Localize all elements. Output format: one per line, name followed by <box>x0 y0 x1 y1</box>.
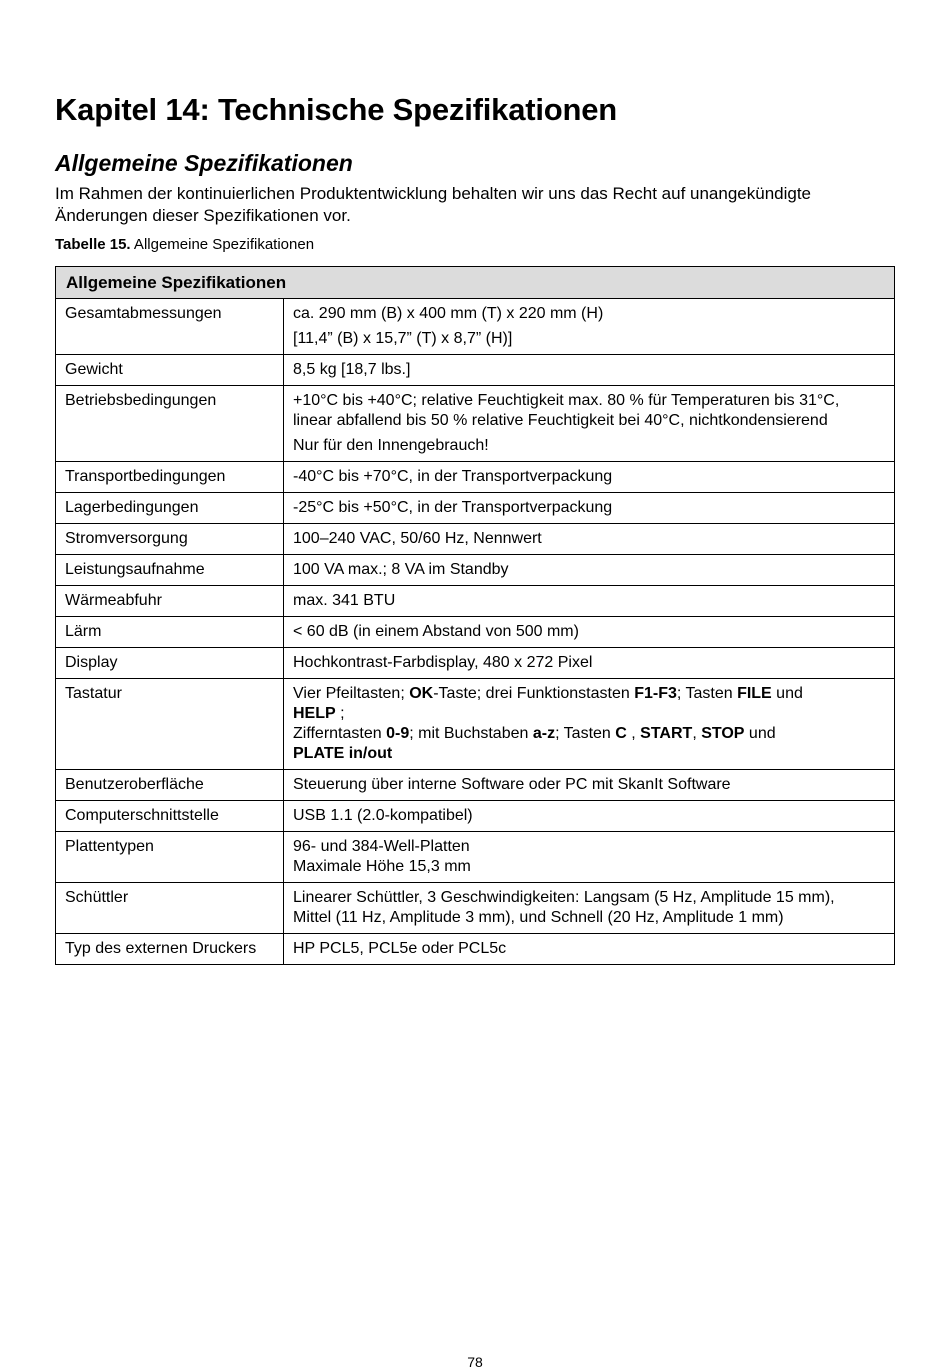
spec-value-line: 8,5 kg [18,7 lbs.] <box>293 361 411 378</box>
spec-label: Gesamtabmessungen <box>56 299 284 355</box>
chapter-title: Kapitel 14: Technische Spezifikationen <box>55 92 618 127</box>
table-row <box>56 679 895 770</box>
spec-value <box>284 386 895 462</box>
spec-value-line: Hochkontrast-Farbdisplay, 480 x 272 Pixel <box>293 654 593 671</box>
text-run: , <box>626 725 641 742</box>
intro-line: Änderungen dieser Spezifikationen vor. <box>55 206 351 225</box>
spec-label: Gewicht <box>56 355 284 386</box>
spec-value <box>284 934 895 965</box>
key-name: OK <box>409 685 434 702</box>
spec-label: Leistungsaufnahme <box>56 555 284 586</box>
table-header: Allgemeine Spezifikationen <box>56 267 895 299</box>
table-row <box>56 934 895 965</box>
spec-value <box>284 648 895 679</box>
spec-value-line <box>293 744 884 764</box>
spec-value-line: USB 1.1 (2.0-kompatibel) <box>293 807 473 824</box>
spec-value-line: +10°C bis +40°C; relative Feuchtigkeit max. 80 % für Temperaturen bis 31°C, <box>293 392 840 409</box>
table-row <box>56 883 895 934</box>
table-row <box>56 586 895 617</box>
table-row <box>56 524 895 555</box>
spec-label: Betriebsbedingungen <box>56 386 284 462</box>
spec-value-line: Nur für den Innengebrauch! <box>293 437 489 454</box>
key-name: HELP <box>293 705 336 722</box>
spec-value <box>284 462 895 493</box>
text-run: ; Tasten <box>555 725 616 742</box>
spec-label: Benutzeroberfläche <box>56 770 284 801</box>
spec-label: Lärm <box>56 617 284 648</box>
section-title: Allgemeine Spezifikationen <box>55 150 353 176</box>
spec-value <box>284 617 895 648</box>
key-name: a-z <box>532 725 556 742</box>
table-row <box>56 617 895 648</box>
table-row <box>56 355 895 386</box>
spec-value <box>284 586 895 617</box>
spec-value-line: linear abfallend bis 50 % relative Feuchtigkeit bei 40°C, nichtkondensierend <box>293 412 828 429</box>
spec-value-line: Steuerung über interne Software oder PC mit SkanIt Software <box>293 776 731 793</box>
text-run: , <box>692 725 702 742</box>
table-row <box>56 386 895 462</box>
spec-label: Lagerbedingungen <box>56 493 284 524</box>
spec-value-line: Maximale Höhe 15,3 mm <box>293 858 471 875</box>
table-row <box>56 648 895 679</box>
spec-value-line <box>293 704 884 724</box>
key-name: FILE <box>737 685 772 702</box>
table-row <box>56 493 895 524</box>
spec-label: Stromversorgung <box>56 524 284 555</box>
spec-label: Plattentypen <box>56 832 284 883</box>
spec-value-line: ca. 290 mm (B) x 400 mm (T) x 220 mm (H) <box>293 305 604 322</box>
spec-value <box>284 555 895 586</box>
spec-label: Display <box>56 648 284 679</box>
key-name: PLATE in/out <box>293 745 393 762</box>
key-name: 0-9 <box>386 725 410 742</box>
spec-label: Typ des externen Druckers <box>56 934 284 965</box>
text-run: und <box>771 685 803 702</box>
spec-value <box>284 493 895 524</box>
spec-label: Wärmeabfuhr <box>56 586 284 617</box>
text-run: ; mit Buchstaben <box>409 725 533 742</box>
spec-value-line <box>293 724 884 744</box>
table-row <box>56 832 895 883</box>
spec-value <box>284 801 895 832</box>
table-caption <box>55 236 314 253</box>
table-row <box>56 801 895 832</box>
text-run: ; <box>335 705 345 722</box>
spec-value <box>284 883 895 934</box>
spec-value-line: -40°C bis +70°C, in der Transportverpackung <box>293 468 613 485</box>
spec-value <box>284 832 895 883</box>
spec-value <box>284 299 895 355</box>
spec-label: Tastatur <box>56 679 284 770</box>
spec-value <box>284 679 895 770</box>
spec-value-line: Mittel (11 Hz, Amplitude 3 mm), und Schnell (20 Hz, Amplitude 1 mm) <box>293 909 784 926</box>
spec-value <box>284 770 895 801</box>
spec-value <box>284 524 895 555</box>
intro-paragraph <box>55 183 895 227</box>
key-name: C <box>615 725 627 742</box>
text-run: ; Tasten <box>676 685 738 702</box>
table-row <box>56 462 895 493</box>
caption-text: Allgemeine Spezifikationen <box>130 236 315 253</box>
table-row <box>56 299 895 355</box>
spec-table <box>55 266 895 965</box>
table-row <box>56 555 895 586</box>
text-run: Zifferntasten <box>293 725 387 742</box>
spec-value-line: 100 VA max.; 8 VA im Standby <box>293 561 509 578</box>
intro-line: Im Rahmen der kontinuierlichen Produktentwicklung behalten wir uns das Recht auf unangekündigte <box>55 184 812 203</box>
key-name: STOP <box>701 725 745 742</box>
spec-value-line: -25°C bis +50°C, in der Transportverpackung <box>293 499 613 516</box>
text-run: und <box>744 725 776 742</box>
spec-value-line: max. 341 BTU <box>293 592 396 609</box>
spec-value-line: 96- und 384-Well-Platten <box>293 838 470 855</box>
spec-value-line: HP PCL5, PCL5e oder PCL5c <box>293 940 507 957</box>
spec-value-line: < 60 dB (in einem Abstand von 500 mm) <box>293 623 579 640</box>
spec-value-line: 100–240 VAC, 50/60 Hz, Nennwert <box>293 530 542 547</box>
key-name: F1-F3 <box>634 685 677 702</box>
table-header-row <box>56 267 895 299</box>
spec-label: Computerschnittstelle <box>56 801 284 832</box>
key-name: START <box>640 725 693 742</box>
caption-label: Tabelle 15. <box>55 236 131 253</box>
table-row <box>56 770 895 801</box>
spec-label: Schüttler <box>56 883 284 934</box>
spec-value-line <box>293 684 884 704</box>
spec-value-line: Linearer Schüttler, 3 Geschwindigkeiten: Langsam (5 Hz, Amplitude 15 mm), <box>293 889 835 906</box>
page-number: 78 <box>467 1354 483 1370</box>
spec-value-line: [11,4” (B) x 15,7” (T) x 8,7” (H)] <box>293 330 513 347</box>
spec-value <box>284 355 895 386</box>
spec-label: Transportbedingungen <box>56 462 284 493</box>
text-run: -Taste; drei Funktionstasten <box>433 685 635 702</box>
text-run: Vier Pfeiltasten; <box>293 685 410 702</box>
